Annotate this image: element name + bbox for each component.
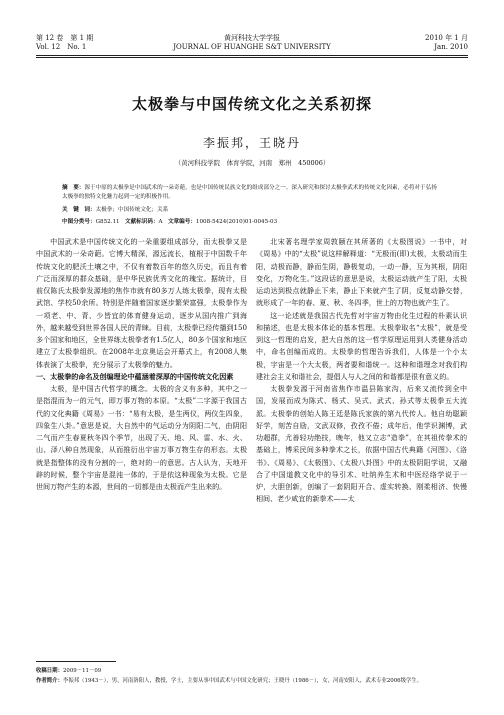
keywords-label: 关 键 词： xyxy=(62,207,96,213)
clc-value: G852.11 xyxy=(95,219,120,225)
date-info xyxy=(425,34,468,52)
article-number-value: 1008-5424(2010)01-0045-03 xyxy=(195,219,278,225)
journal-name-cn: 黄河科技大学学报 xyxy=(224,34,280,42)
abstract-label: 摘 要： xyxy=(62,185,85,191)
classification-line xyxy=(62,217,442,225)
header-rule xyxy=(36,55,468,58)
date-cn: 2010 年 1 月 xyxy=(425,34,468,42)
volume-en: Vol. 12 No. 1 xyxy=(36,43,87,51)
paragraph: 太极，是中国古代哲学的概念。太极的含义有多种，其中之一是指混而为一的元气，即万事万物的本原。“太极”二字源于我国古代的文化典籍《周易》一书：“易有太极，是生两仪，两仪生四象，四象生八卦。”意思是说，大自然中的气运动分为阴阳二气，由阴阳二气而产生春夏秋冬四个季节，出现了天、地、风、雷、水、火、山、泽八种自然现象，从而推衍出宇宙万事万物生存的形态。太极就是指整体的没有分割的一，绝对的一的意思。古人认为，天地开辟的时候，整个宇宙是混沌一体的，于是依这种现象为太极。它是世间万物产生的本源，世间的一切都是由太极而产生出来的。 xyxy=(36,384,247,491)
keywords-text: 太极拳；中国传统文化；关系 xyxy=(95,207,169,213)
footnote-received xyxy=(36,667,468,675)
paragraph: 中国武术是中国传统文化的一朵重要组成部分，而太极拳又是中国武术的一朵奇葩。它博大精深，源远流长，植根于中国数千年传统文化的肥沃土壤之中，不仅有着数百年的悠久历史，而且有着广泛而深厚的群众基础，是中华民族优秀文化的瑰宝。据统计，目前仅陈氏太极拳发源地的焦作市就有80多万人练太极拳，现有太极武馆、学校50余所。特别是伴随着国家逐步繁荣富强，太极拳作为一项老、中、青、少皆宜的体育健身运动，逐步从国内推广到海外，越来越受到世界各国人民的青睐。目前，太极拳已经传播到150多个国家和地区，全世界练太极拳者有1.5亿人，80多个国家和地区建立了太极拳组织。在2008年北京奥运会开幕式上，有2008人集体表演了太极拳，充分展示了太极拳的魅力。 xyxy=(36,237,247,369)
date-en: Jan. 2010 xyxy=(434,43,468,51)
article-authors: 李振邦，王晓丹 xyxy=(202,136,301,150)
author-bio-text: 李振邦（1943－），男，河南洛阳人，教授，学士，主要从事中国武术与中国文化研究；王晓丹（1986－），女，河南安阳人，武术专业2006级学生。 xyxy=(62,678,423,684)
body-column-right xyxy=(256,236,467,506)
paragraph: 太极拳发源于河南省焦作市温县陈家沟，后来又流传到全中国，发展而成为陈式、杨式、吴式、武式、孙式等太极拳五大流派。太极拳的创始人陈王廷是陈氏家族的第九代传人。他自幼聪颖好学，刻苦自励，文武双修，孜孜不倦；成年后，他学识渊博，武功超群，尤善轻功绝技，晚年，他又立志“造拳”，在其祖传拳术的基础上，博采民间多种拳术之长，依据中国古代典籍《河图》、《洛书》、《周易》、《太极图》、《太极八卦图》中的太极阴阳学说，又融合了中国道教文化中的导引术、吐纳养生术和中医经络学说于一炉，大胆创新，创编了一套阴阳开合、虚实转换、刚柔相济、快慢相间、老少咸宜的新拳术——太 xyxy=(256,384,467,504)
paragraph: 这一论述就是我国古代先哲对宇宙万物由化生过程的朴素认识和描述，也是太极本体论的基本哲理。太极拳取名“太极”，就是受到这一哲理的启发，把大自然的这一哲学原理运用到人类健身活动中，命名创编而成的。太极拳的哲理告诉我们，人体是一个小太极，宇宙是一个大太极，两者要和谐统一。这种和谐理念对我们构建社会主义和谐社会，提倡人与人之间的和谐都是很有意义的。 xyxy=(256,310,467,381)
received-label: 收稿日期： xyxy=(36,668,63,674)
paragraph: 北宋著名理学家周敦颐在其所著的《太极图说》一书中，对《周易》中的“太极”说这样解释道：“无极而(即)太极，太极动而生阳，动极而静，静而生阴，静极复动，一动一静，互为其根，阴阳变化，万物化生。”这段话的意思是说，太极运动就产生了阳，太极运动达到极点就静止下来，静止下来就产生了阴，反复动静交替，就形成了一年的春、夏、秋、冬四季，世上的万物也就产生了。 xyxy=(256,237,467,308)
author-bio-label: 作者简介： xyxy=(36,678,63,684)
clc-label: 中图分类号： xyxy=(62,219,96,225)
affiliation: （黄河科技学院 体育学院，河南 郑州 450006） xyxy=(174,159,330,167)
doc-code-value: A xyxy=(158,219,163,225)
journal-info xyxy=(36,34,468,52)
footnote-rule xyxy=(36,661,116,662)
volume-cn: 第 12 卷 第 1 期 xyxy=(36,34,94,42)
doc-code-label: 文献标识码： xyxy=(124,219,159,225)
running-header xyxy=(36,34,468,64)
footnote-author xyxy=(36,677,468,685)
abstract-text: 源于中原的太极拳是中国武术的一朵奇葩，也是中国传统民族文化的组成部分之一。深入研究和探讨太极拳武术的传统文化因素，必将对于弘扬太极拳的独特文化魅力起到一定的积极作用。 xyxy=(62,185,437,200)
received-date: 2009－11－09 xyxy=(62,668,102,674)
article-number-label: 文章编号： xyxy=(167,219,196,225)
body-column-left xyxy=(36,236,247,493)
section-heading: 一、太极拳的命名及创编理论中蕴涵着深厚的中国传统文化因素 xyxy=(36,371,234,381)
abstract xyxy=(62,184,442,202)
journal-name-en: JOURNAL OF HUANGHE S&T UNIVERSITY xyxy=(173,43,331,51)
article-title: 太极拳与中国传统文化之关系初探 xyxy=(131,95,372,113)
keywords xyxy=(62,205,442,213)
